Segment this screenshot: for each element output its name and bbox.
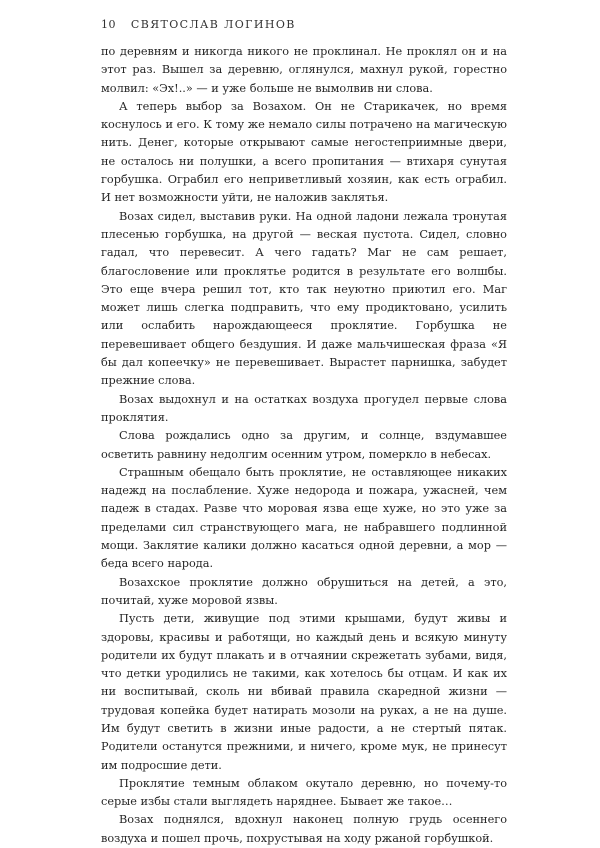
author-name: СВЯТОСЛАВ ЛОГИНОВ: [130, 18, 296, 31]
paragraph: А теперь выбор за Возахом. Он не Старикачек, но время коснулось и его. К тому же немало силы потрачено на магическую нить. Денег, которые открывают самые негостеприимные двери, не осталось ни полушки, а всего пропитания — втихаря сунутая горбушка. Ограбил его неприветливый хозяин, как есть ограбил. И нет возможности уйти, не наложив заклятья.: [101, 99, 507, 205]
paragraph: Возах выдохнул и на остатках воздуха прогудел первые слова проклятия.: [101, 392, 507, 424]
paragraph: Возах поднялся, вдохнул наконец полную грудь осеннего воздуха и пошел прочь, похрустывая на ходу ржаной горбушкой.: [101, 813, 507, 845]
paragraph: по деревням и никогда никого не проклинал. Не проклял он и на этот раз. Вышел за деревню, оглянулся, махнул рукой, горестно молвил: «Эх!..» — и уже больше не вымолвив ни слова.: [101, 45, 507, 95]
paragraph: Пусть дети, живущие под этими крышами, будут живы и здоровы, красивы и работящи, но каждый день и всякую минуту родители их будут плакать и в отчаянии скрежетать зубами, видя, что детки уродились не такими, как хотелось бы отцам. И как их ни воспитывай, сколь ни вбивай правила скаредной жизни — трудовая копейка будет натирать мозоли на руках, а не на душе. Им будут светить в жизни иные радости, а не стертый пятак. Родители останутся прежними, и ничего, кроме мук, не принесут им подросшие дети.: [101, 612, 507, 772]
paragraph: Слова рождались одно за другим, и солнце, вздумавшее осветить равнину недолгим осенним утром, померкло в небесах.: [101, 429, 507, 461]
body-text: [101, 43, 507, 848]
paragraph: Возахское проклятие должно обрушиться на детей, а это, почитай, хуже моровой язвы.: [101, 575, 507, 607]
paragraph: Возах сидел, выставив руки. На одной ладони лежала тронутая плесенью горбушка, на другой — веская пустота. Сидел, словно гадал, что перевесит. А чего гадать? Маг не сам решает, благословение или проклятье родится в результате его волшбы. Это еще вчера решил тот, кто так неуютно приютил его. Маг может лишь слегка подправить, что ему продиктовано, усилить или ослабить нарождающееся проклятие. Горбушка не перевешивает общего бездушия. И даже мальчишеская фраза «Я бы дал копеечку» не перевешивает. Вырастет парнишка, забудет прежние слова.: [101, 209, 507, 388]
running-head: [101, 18, 499, 34]
page-number: 10: [101, 18, 116, 31]
paragraph: Страшным обещало быть проклятие, не оставляющее никаких надежд на послабление. Хуже недорода и пожара, ужасней, чем падеж в стадах. Разве что моровая язва еще хуже, но это уже за пределами сил странствующего мага, не набравшего подлинной мощи. Заклятие калики должно касаться одной деревни, а мор — беда всего народа.: [101, 465, 507, 571]
paragraph: Проклятие темным облаком окутало деревню, но почему-то серые избы стали выглядеть наряднее. Бывает же такое…: [101, 776, 507, 809]
